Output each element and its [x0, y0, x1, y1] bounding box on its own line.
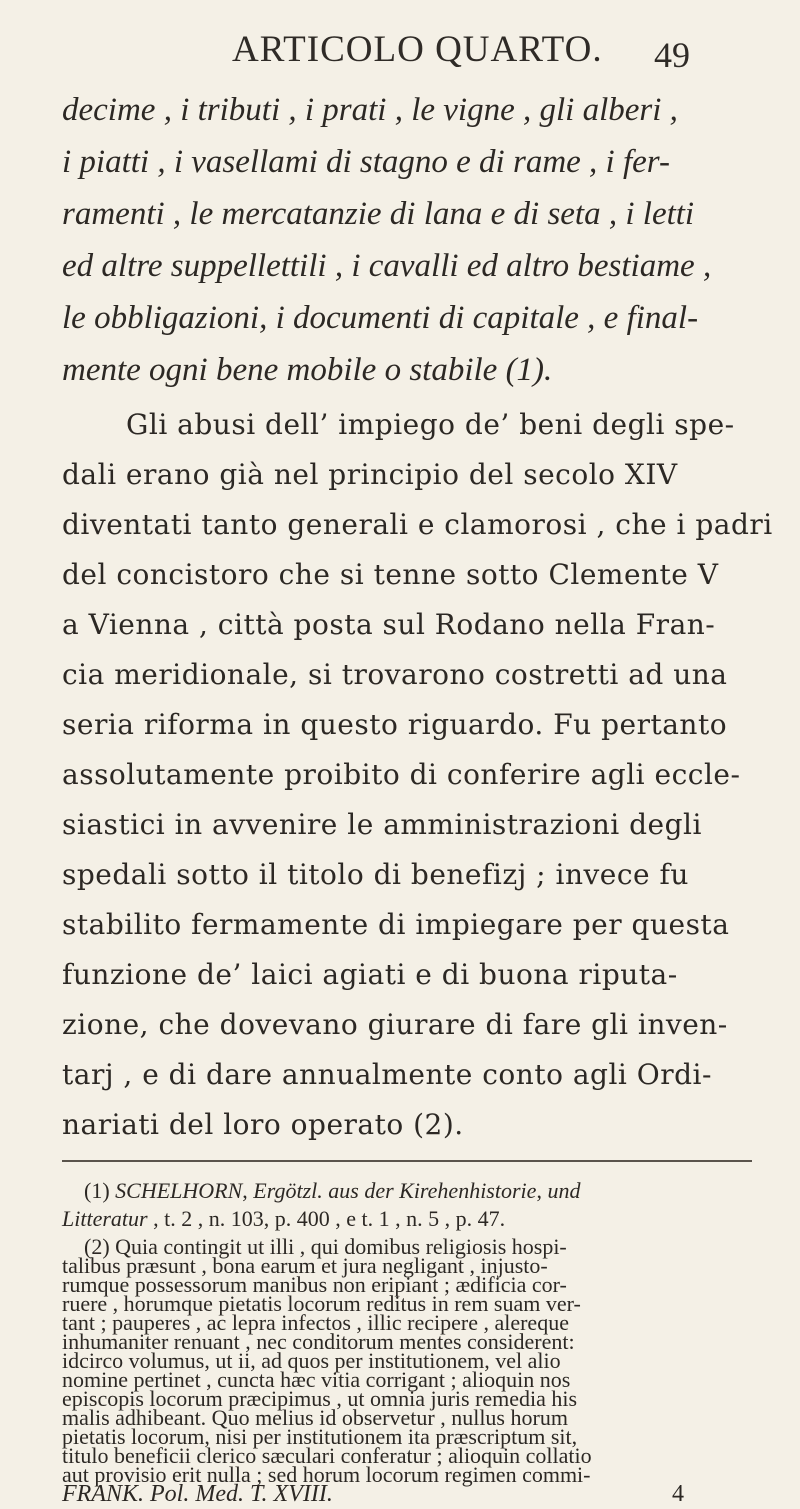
footnote-2-line: ruere , horumque pietatis locorum reditus in rem suam ver-	[62, 1291, 581, 1316]
body-line: ramenti , le mercatanzie di lana e di seta , i letti	[62, 196, 695, 232]
body-line: cia meridionale, si trovarono costretti ad una	[62, 658, 728, 691]
body-line: tarj , e di dare annualmente conto agli Ordi-	[62, 1058, 712, 1091]
body-line: del concistoro che si tenne sotto Clemente V	[62, 558, 719, 591]
signature-text: FRANK. Pol. Med. T. XVIII.	[62, 1481, 333, 1507]
footnote-2-line: inhumaniter renuant , nec conditorum mentes considerent:	[62, 1329, 575, 1354]
body-line: assolutamente proibito di conferire agli eccle-	[62, 758, 741, 791]
footnote-2-line: pietatis locorum, nisi per institutionem ita præscriptum sit,	[62, 1424, 578, 1449]
footnote-2-line: (2) Quia contingit ut illi , qui domibus religiosis hospi-	[84, 1234, 567, 1259]
footnote-1-title-b: und	[547, 1178, 581, 1203]
body-line: stabilito fermamente di impiegare per questa	[62, 908, 730, 941]
footnote-2-line: tant ; pauperes , ac lepra infectos , illic recipere , alereque	[62, 1310, 569, 1335]
body-line: Gli abusi dell’ impiego de’ beni degli spe-	[126, 408, 735, 441]
footnote-1-author: SCHELHORN	[115, 1178, 243, 1203]
body-line: funzione de’ laici agiati e di buona riputa-	[62, 958, 678, 991]
body-line: nariati del loro operato (2).	[62, 1108, 464, 1141]
footnote-1-sep: ,	[242, 1178, 254, 1203]
body-line: le obbligazioni, i documenti di capitale , e final-	[62, 300, 699, 336]
footnote-rule	[62, 1160, 752, 1162]
body-line: seria riforma in questo riguardo. Fu pertanto	[62, 708, 728, 741]
footnote-2-line: talibus præsunt , bona earum et jura negligant , injusto-	[62, 1253, 548, 1278]
body-line: mente ogni bene mobile o stabile (1).	[62, 352, 553, 388]
footnote-1-mid: ,	[536, 1178, 548, 1203]
footnote-1-title-cont: Litteratur	[62, 1206, 148, 1231]
running-title: ARTICOLO QUARTO.	[232, 29, 603, 70]
footnote-1-title: Ergötzl. aus der Kirehenhistorie	[253, 1178, 537, 1203]
body-line: spedali sotto il titolo di benefizj ; invece fu	[62, 858, 689, 891]
running-header	[0, 28, 800, 78]
body-line: a Vienna , città posta sul Rodano nella Fran-	[62, 608, 716, 641]
footnote-1-ref: , t. 2 , n. 103, p. 400 , e t. 1 , n. 5 , p. 47.	[147, 1206, 506, 1231]
footnote-2-line: malis adhibeant. Quo melius id observetur , nullus horum	[62, 1405, 568, 1430]
footnote-2-line: aut provisio erit nulla ; sed horum locorum regimen commi-	[62, 1462, 591, 1487]
footnote-1-number: (1)	[84, 1178, 116, 1203]
footnote-2-line: titulo beneficii clerico sæculari conferatur ; alioquin collatio	[62, 1443, 592, 1468]
footnote-2-line: nomine pertinet , cuncta hæc vitia corrigant ; alioquin nos	[62, 1367, 571, 1392]
footnote-1-line-2	[62, 1206, 752, 1232]
footnote-2-line: rumque possessorum manibus non eripiant ; ædificia cor-	[62, 1272, 567, 1297]
body-line: siastici in avvenire le amministrazioni degli	[62, 808, 702, 841]
footnote-2-line: idcirco volumus, ut ii, ad quos per institutionem, vel alio	[62, 1348, 561, 1373]
signature-line	[62, 1481, 752, 1507]
body-line: i piatti , i vasellami di stagno e di rame , i fer-	[62, 144, 670, 180]
footnote-2-line: episcopis locorum præcipimus , ut omnia juris remedia his	[62, 1386, 578, 1411]
signature-number: 4	[672, 1481, 684, 1507]
body-line: zione, che dovevano giurare di fare gli inven-	[62, 1008, 728, 1041]
body-line: decime , i tributi , i prati , le vigne , gli alberi ,	[62, 92, 678, 128]
page-number: 49	[654, 35, 690, 75]
body-line: ed altre suppellettili , i cavalli ed altro bestiame ,	[62, 248, 712, 284]
body-line: dali erano già nel principio del secolo XIV	[62, 458, 678, 491]
footnote-1	[84, 1178, 774, 1204]
body-line: diventati tanto generali e clamorosi , che i padri	[62, 508, 773, 541]
